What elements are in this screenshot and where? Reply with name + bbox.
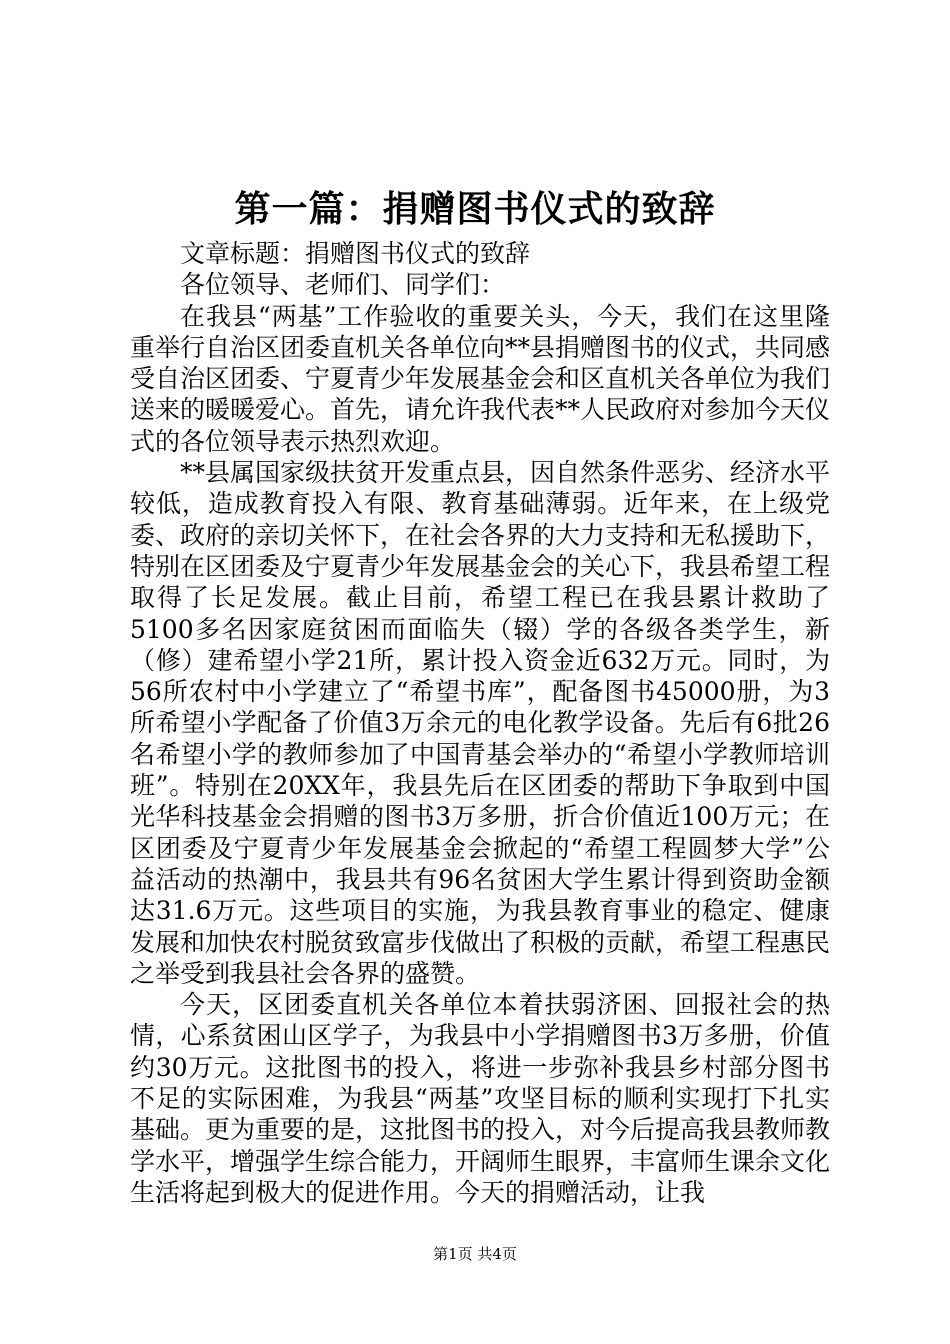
document-title: 第一篇：捐赠图书仪式的致辞	[234, 188, 716, 230]
paragraph: 今天，区团委直机关各单位本着扶弱济困、回报社会的热情，心系贫困山区学子，为我县中小学捐赠图书3万多册，价值约30万元。这批图书的投入，将进一步弥补我县乡村部分图书不足的实际困难，为我县“两基”攻坚目标的顺利实现打下扎实基础。更为重要的是，这批图书的投入，对今后提高我县教师教学水平，增强学生综合能力，开阔师生眼界，丰富师生课余文化生活将起到极大的促进作用。今天的捐赠活动，让我	[130, 990, 831, 1207]
article-title-line: 文章标题：捐赠图书仪式的致辞	[180, 239, 531, 268]
page-number: 第1页 共4页	[433, 1245, 517, 1263]
document-body	[130, 238, 830, 1208]
paragraph: 在我县“两基”工作验收的重要关头，今天，我们在这里隆重举行自治区团委直机关各单位向**县捐赠图书的仪式，共同感受自治区团委、宁夏青少年发展基金会和区直机关各单位为我们送来的暖暖爱心。首先，请允许我代表**人民政府对参加今天仪式的各位领导表示热烈欢迎。	[130, 301, 831, 456]
paragraph: **县属国家级扶贫开发重点县，因自然条件恶劣、经济水平较低，造成教育投入有限、教育基础薄弱。近年来，在上级党委、政府的亲切关怀下，在社会各界的大力支持和无私援助下，特别在区团委及宁夏青少年发展基金会的关心下，我县希望工程取得了长足发展。截止目前，希望工程已在我县累计救助了5100多名因家庭贫困而面临失（辍）学的各级各类学生，新（修）建希望小学21所，累计投入资金近632万元。同时，为56所农村中小学建立了“希望书库”，配备图书45000册，为3所希望小学配备了价值3万余元的电化教学设备。先后有6批26名希望小学的教师参加了中国青基会举办的“希望小学教师培训班”。特别在20XX年，我县先后在区团委的帮助下争取到中国光华科技基金会捐赠的图书3万多册，折合价值近100万元；在区团委及宁夏青少年发展基金会掀起的“希望工程圆梦大学”公益活动的热潮中，我县共有96名贫困大学生累计得到资助金额达31.6万元。这些项目的实施，为我县教育事业的稳定、健康发展和加快农村脱贫致富步伐做出了积极的贡献，希望工程惠民之举受到我县社会各界的盛赞。	[130, 458, 831, 988]
salutation: 各位领导、老师们、同学们：	[180, 270, 506, 300]
